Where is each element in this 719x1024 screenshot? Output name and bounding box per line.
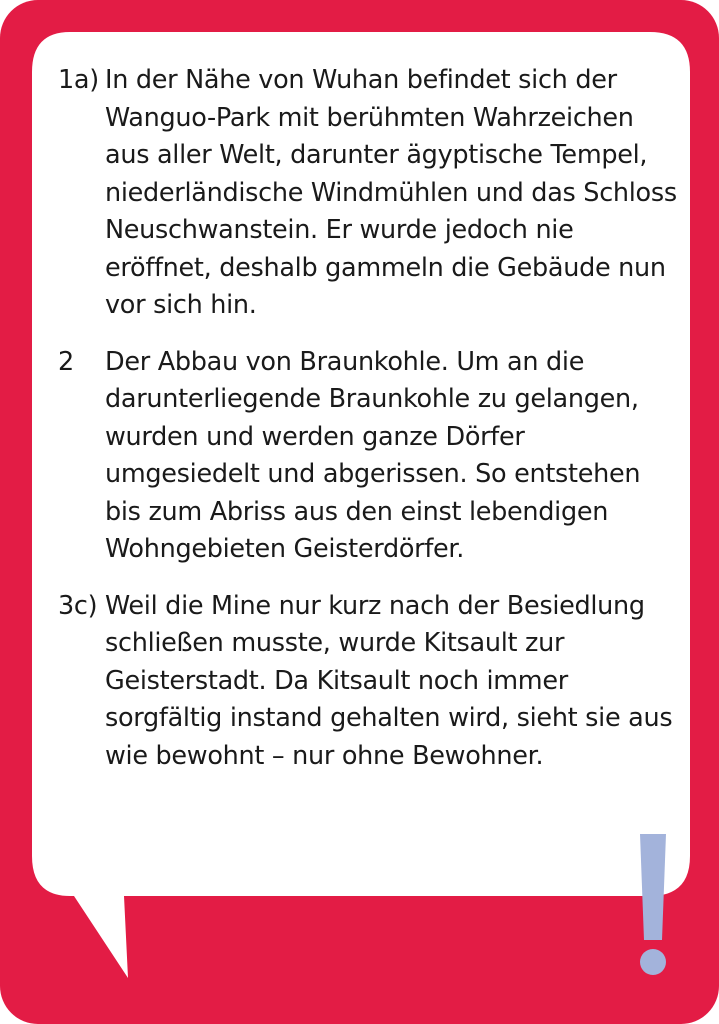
answer-item-1 <box>58 62 683 325</box>
exclamation-mark-icon <box>636 832 670 980</box>
answer-number: 1a) <box>58 65 99 95</box>
answer-list <box>58 62 683 794</box>
answer-text: In der Nähe von Wuhan befindet sich der Wanguo-Park mit berühmten Wahrzeichen aus aller Welt, darunter ägyptische Tempel, niederländische Windmühlen und das Schloss Neuschwanstein. Er wurde jedoch nie eröffnet, deshalb gammeln die Gebäude nun vor sich hin. <box>105 65 677 320</box>
answer-text: Der Abbau von Braunkohle. Um an die darunterliegende Braunkohle zu gelangen, wurden und werden ganze Dörfer umgesiedelt und abgerissen. So entstehen bis zum Abriss aus den einst lebendigen Wohngebieten Geisterdörfer. <box>105 346 641 564</box>
answer-number: 2 <box>58 346 74 377</box>
answer-number: 3c) <box>58 590 98 621</box>
answer-item-2 <box>58 344 683 569</box>
answer-item-3 <box>58 588 683 776</box>
answer-text: Weil die Mine nur kurz nach der Besiedlung schließen musste, wurde Kitsault zur Geisterstadt. Da Kitsault noch immer sorgfältig instand gehalten wird, sieht sie aus wie bewohnt – nur ohne Bewohner. <box>105 590 673 771</box>
